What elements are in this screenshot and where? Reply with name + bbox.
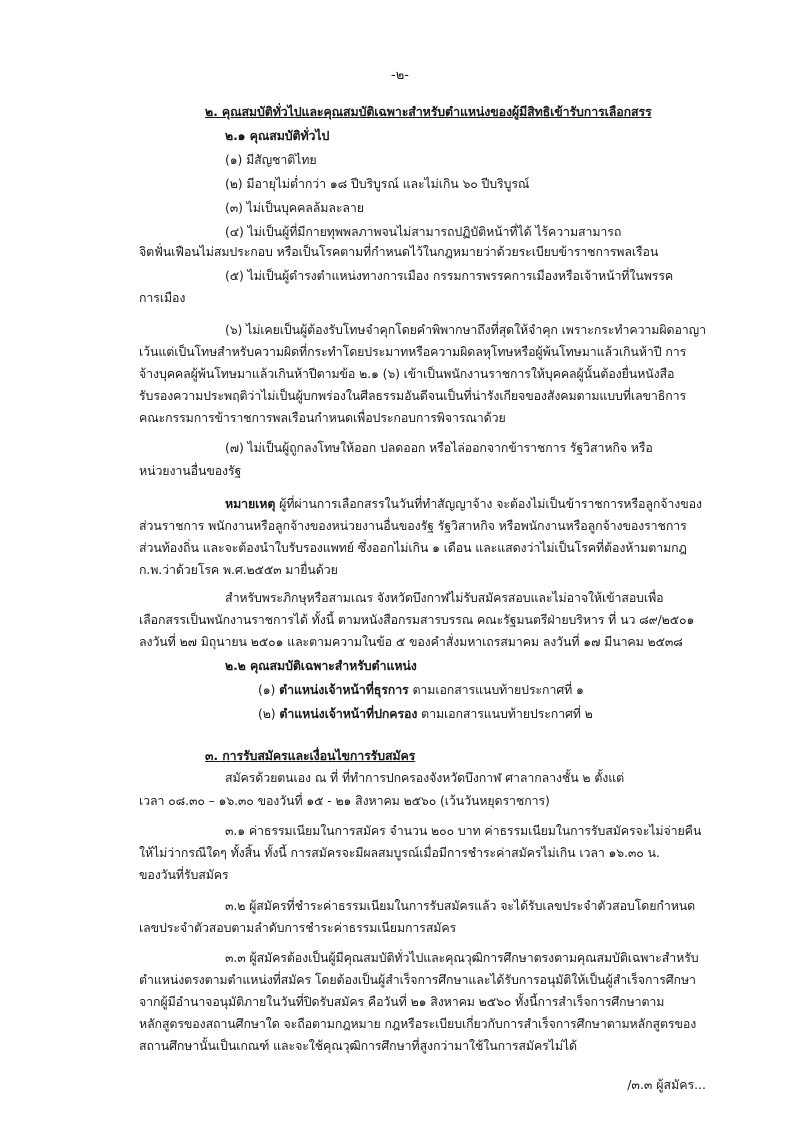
section32-line: เลขประจำตัวสอบตามลำดับการชำระค่าธรรมเนียมการสมัคร bbox=[139, 920, 457, 935]
qualification-item-cont: จิตฟั่นเฟือนไม่สมประกอบ หรือเป็นโรคตามที่กำหนดไว้ในกฎหมายว่าด้วยระเบียบข้าราชการพลเรือน bbox=[139, 244, 659, 259]
section3-intro: สมัครด้วยตนเอง ณ ที่ ที่ทำการปกครองจังหวัดบึงกาฬ ศาลากลางชั้น ๒ ตั้งแต่ bbox=[225, 770, 625, 785]
note-label: หมายเหตุ bbox=[225, 496, 276, 511]
qualification-item: (๕) ไม่เป็นผู้ดำรงตำแหน่งทางการเมือง กรรมการพรรคการเมืองหรือเจ้าหน้าที่ในพรรค bbox=[225, 268, 674, 283]
position-ref: ตามเอกสารแนบท้ายประกาศที่ ๑ bbox=[412, 682, 584, 697]
section31-line: ของวันที่รับสมัคร bbox=[139, 867, 229, 882]
position-title: ตำแหน่งเจ้าหน้าที่ปกครอง bbox=[279, 706, 418, 721]
section33-line: หลักสูตรของสถานศึกษาใด จะถือตามกฎหมาย กฎหรือระเบียบเกี่ยวกับการสำเร็จการศึกษาตามหลักสูตรของ bbox=[139, 1016, 697, 1031]
qualification-item: (๒) มีอายุไม่ต่ำกว่า ๑๘ ปีบริบูรณ์ และไม่เกิน ๖๐ ปีบริบูรณ์ bbox=[225, 176, 530, 191]
section31-line: ๓.๑ ค่าธรรมเนียมในการสมัคร จำนวน ๒๐๐ บาท ค่าธรรมเนียมในการรับสมัครจะไม่จ่ายคืน bbox=[225, 823, 702, 838]
section22-heading: ๒.๒ คุณสมบัติเฉพาะสำหรับตำแหน่ง bbox=[225, 658, 417, 673]
section21-heading: ๒.๑ คุณสมบัติทั่วไป bbox=[225, 128, 330, 143]
section33-line: สถานศึกษานั้นเป็นเกณฑ์ และจะใช้คุณวุฒิการศึกษาที่สูงกว่ามาใช้ในการสมัครไม่ได้ bbox=[139, 1038, 577, 1053]
section3-intro: เวลา ๐๘.๓๐ – ๑๖.๓๐ ของวันที่ ๑๕ - ๒๑ สิงหาคม ๒๕๖๐ (เว้นวันหยุดราชการ) bbox=[139, 793, 550, 808]
qualification-item-cont: รับรองความประพฤติว่าไม่เป็นผู้บกพร่องในศีลธรรมอันดีจนเป็นที่น่ารังเกียจของสังคมตามแบบที่เลขาธิการ bbox=[139, 388, 687, 403]
qualification-item-cont: จ้างบุคคลผู้พ้นโทษมาแล้วเกินห้าปีตามข้อ ๒.๑ (๖) เข้าเป็นพนักงานราชการให้บุคคลผู้นั้นต้องยื่นหนังสือ bbox=[139, 366, 675, 381]
section33-line: ตำแหน่งตรงตามตำแหน่งที่สมัคร โดยต้องเป็นผู้สำเร็จการศึกษาและได้รับการอนุมัติให้เป็นผู้สำเร็จการศึกษา bbox=[139, 972, 696, 987]
note-text: ผู้ที่ผ่านการเลือกสรรในวันที่ทำสัญญาจ้าง จะต้องไม่เป็นข้าราชการหรือลูกจ้างของ bbox=[279, 496, 702, 511]
monk-line: ลงวันที่ ๒๗ มิถุนายน ๒๕๐๑ และตามความในข้อ ๕ ของคำสั่งมหาเถรสมาคม ลงวันที่ ๑๗ มีนาคม ๒๕๓๘ bbox=[139, 634, 683, 649]
position-item bbox=[258, 706, 593, 722]
note-line: ส่วนท้องถิ่น และจะต้องนำใบรับรองแพทย์ ซึ่งออกไม่เกิน ๑ เดือน และแสดงว่าไม่เป็นโรคที่ต้องห้ามตามกฎ bbox=[139, 540, 687, 555]
position-ref: ตามเอกสารแนบท้ายประกาศที่ ๒ bbox=[421, 706, 593, 721]
qualification-item: (๓) ไม่เป็นบุคคลล้มละลาย bbox=[225, 200, 364, 215]
page-number: -๒- bbox=[391, 68, 409, 83]
position-item bbox=[258, 682, 584, 698]
section32-line: ๓.๒ ผู้สมัครที่ชำระค่าธรรมเนียมในการรับสมัครแล้ว จะได้รับเลขประจำตัวสอบโดยกำหนด bbox=[225, 898, 696, 913]
qualification-item: (๔) ไม่เป็นผู้ที่มีกายทุพพลภาพจนไม่สามารถปฏิบัติหน้าที่ได้ ไร้ความสามารถ bbox=[225, 224, 622, 239]
qualification-item-cont: เว้นแต่เป็นโทษสำหรับความผิดที่กระทำโดยประมาทหรือความผิดลหุโทษหรือผู้พ้นโทษมาแล้วเกินห้าปี การ bbox=[139, 344, 687, 359]
position-title: ตำแหน่งเจ้าหน้าที่ธุรการ bbox=[279, 682, 409, 697]
qualification-item: (๖) ไม่เคยเป็นผู้ต้องรับโทษจำคุกโดยคำพิพากษาถึงที่สุดให้จำคุก เพราะกระทำความผิดอาญา bbox=[225, 322, 706, 337]
qualification-item-cont: การเมือง bbox=[139, 290, 186, 305]
continuation-footer: /๓.๓ ผู้สมัคร... bbox=[627, 1077, 706, 1092]
section2-heading: ๒. คุณสมบัติทั่วไปและคุณสมบัติเฉพาะสำหรับตำแหน่งของผู้มีสิทธิเข้ารับการเลือกสรร bbox=[205, 104, 652, 119]
position-number: (๒) bbox=[258, 706, 276, 721]
position-number: (๑) bbox=[258, 682, 276, 697]
section3-heading: ๓. การรับสมัครและเงื่อนไขการรับสมัคร bbox=[205, 748, 416, 763]
monk-line: สำหรับพระภิกษุหรือสามเณร จังหวัดบึงกาฬไม่รับสมัครสอบและไม่อาจให้เข้าสอบเพื่อ bbox=[225, 590, 664, 605]
note-line: ส่วนราชการ พนักงานหรือลูกจ้างของหน่วยงานอื่นของรัฐ รัฐวิสาหกิจ หรือพนักงานหรือลูกจ้างของราชการ bbox=[139, 518, 687, 533]
qualification-item: (๑) มีสัญชาติไทย bbox=[225, 152, 317, 167]
section33-line: ๓.๓ ผู้สมัครต้องเป็นผู้มีคุณสมบัติทั่วไปและคุณวุฒิการศึกษาตรงตามคุณสมบัติเฉพาะสำหรับ bbox=[225, 950, 699, 965]
qualification-item: (๗) ไม่เป็นผู้ถูกลงโทษให้ออก ปลดออก หรือไล่ออกจากข้าราชการ รัฐวิสาหกิจ หรือ bbox=[225, 440, 653, 455]
monk-line: เลือกสรรเป็นพนักงานราชการได้ ทั้งนี้ ตามหนังสือกรมสารบรรณ คณะรัฐมนตรีฝ่ายบริหาร ที่ นว ๘๙/๒๕๐๑ bbox=[139, 612, 695, 627]
qualification-item-cont: คณะกรรมการข้าราชการพลเรือนกำหนดเพื่อประกอบการพิจารณาด้วย bbox=[139, 410, 506, 425]
qualification-item-cont: หน่วยงานอื่นของรัฐ bbox=[139, 463, 242, 478]
section31-line: ให้ไม่ว่ากรณีใดๆ ทั้งสิ้น ทั้งนี้ การสมัครจะมีผลสมบูรณ์เมื่อมีการชำระค่าสมัครไม่เกิน เวลา ๑๖.๓๐ น. bbox=[139, 845, 660, 860]
section33-line: จากผู้มีอำนาจอนุมัติภายในวันที่ปิดรับสมัคร คือวันที่ ๒๑ สิงหาคม ๒๕๖๐ ทั้งนี้การสำเร็จการศึกษาตาม bbox=[139, 994, 665, 1009]
note-line: ก.พ.ว่าด้วยโรค พ.ศ.๒๕๕๓ มายื่นด้วย bbox=[139, 562, 338, 577]
note-line bbox=[225, 496, 702, 512]
